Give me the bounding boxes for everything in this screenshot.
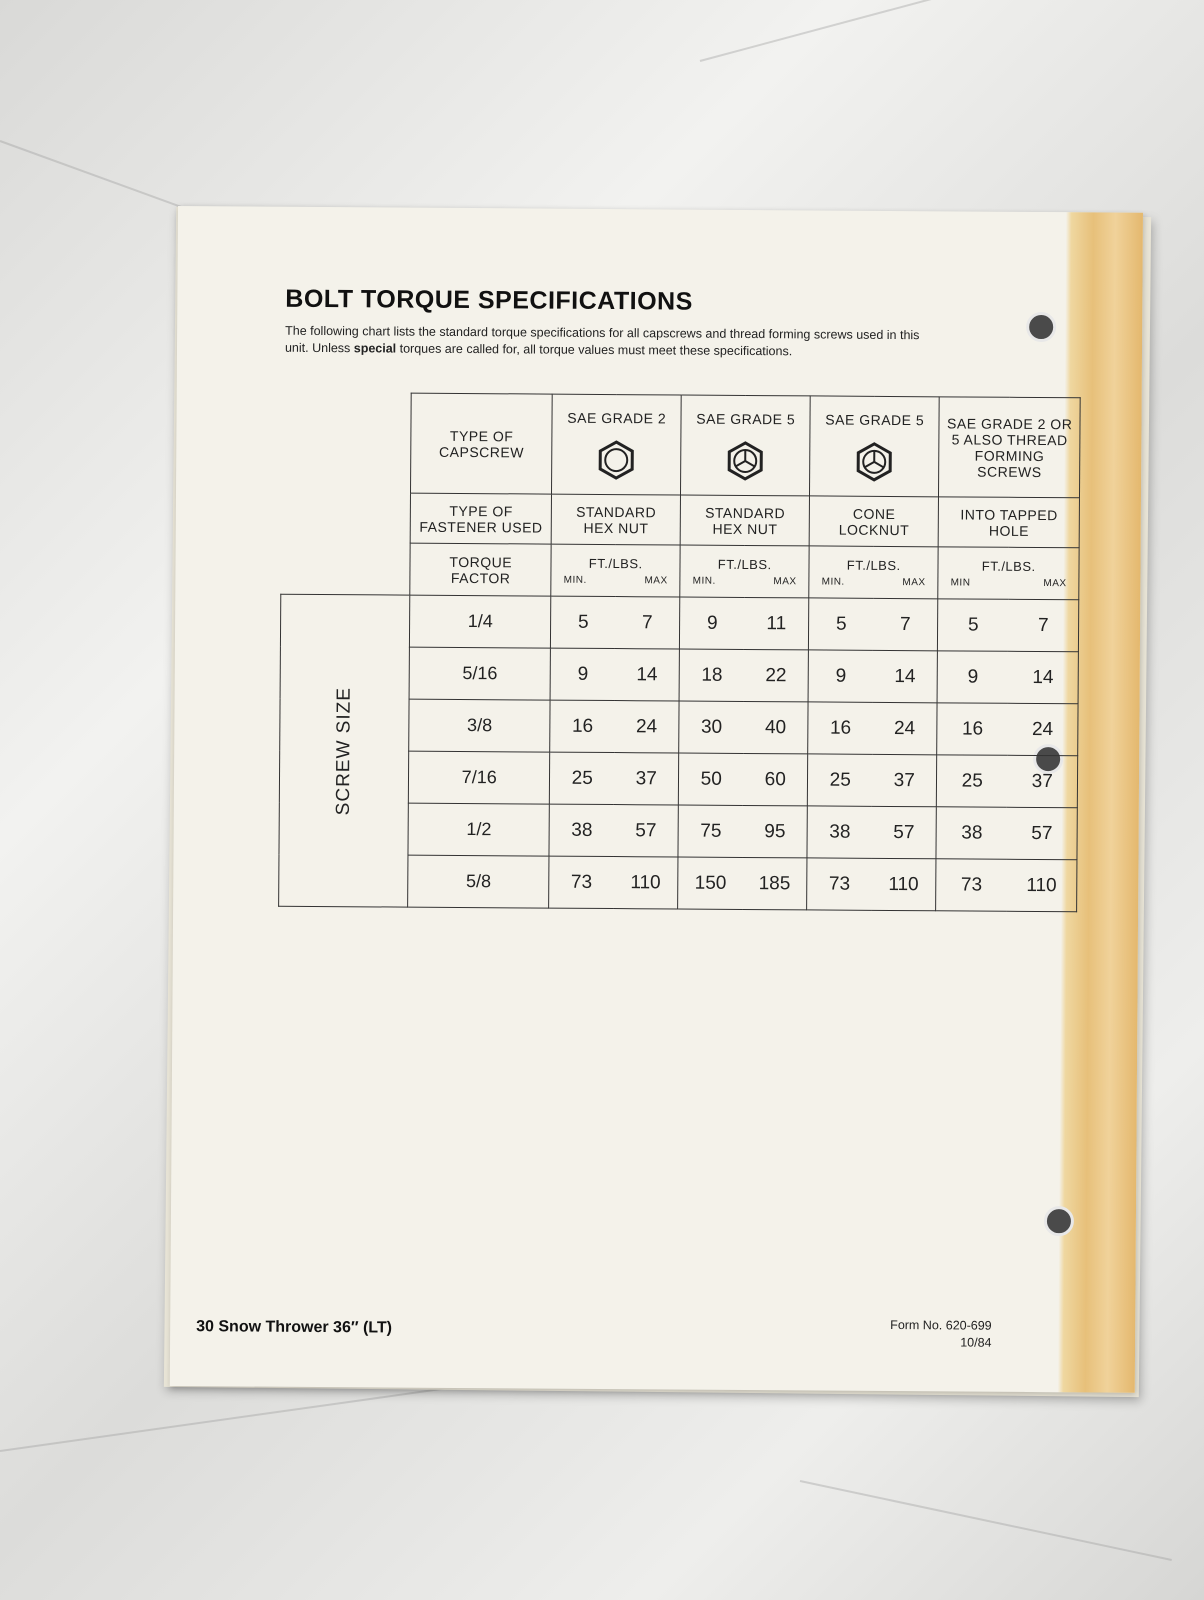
torque-max: 37 [872,754,937,806]
torque-min: 18 [679,649,744,701]
torque-min: 16 [808,702,873,754]
min-label: MIN. [692,575,716,587]
screw-size-label [279,594,410,907]
background-vein [0,1380,495,1452]
grade-cell [552,394,682,495]
torque-table [278,392,1081,913]
unit-label: FT./LBS. [717,556,772,572]
unit-cell [809,546,938,599]
grade-title: SAE GRADE 2 [567,409,667,426]
torque-min: 25 [937,755,1008,807]
screw-size-value: 7/16 [409,751,550,804]
grade-2-hex-icon [552,439,680,480]
punch-hole [1044,1206,1074,1236]
torque-min: 9 [680,597,745,649]
page-title: BOLT TORQUE SPECIFICATIONS [285,284,693,316]
torque-max: 7 [1008,599,1079,651]
form-date: 10/84 [960,1335,992,1350]
torque-min: 25 [550,752,615,804]
min-label: MIN. [821,576,845,588]
torque-max: 24 [1007,703,1078,755]
unit-label: FT./LBS. [846,557,901,573]
torque-min: 38 [936,807,1007,859]
min-label: MIN [950,576,971,589]
torque-max: 57 [872,806,937,858]
unit-label: FT./LBS. [981,558,1036,574]
torque-max: 37 [1007,755,1078,807]
torque-min: 73 [936,859,1007,911]
torque-max: 14 [1008,651,1079,703]
torque-max: 22 [744,649,809,701]
punch-hole [1026,312,1056,342]
torque-min: 30 [679,701,744,753]
torque-min: 5 [938,599,1009,651]
row-label-factor: TORQUE FACTOR [410,543,551,596]
torque-min: 16 [550,700,615,752]
screw-size-value: 3/8 [409,699,550,752]
torque-max: 40 [743,701,808,753]
torque-min: 73 [549,856,614,908]
torque-min: 9 [550,648,615,700]
torque-min: 5 [551,596,616,648]
form-number [890,1317,992,1352]
torque-min: 38 [549,804,614,856]
grade-5-hex-icon [810,441,938,482]
torque-max: 60 [743,753,808,805]
spacer-cell [282,392,412,493]
row-label-fastener: TYPE OF FASTENER USED [410,493,551,544]
unit-cell [938,547,1079,600]
torque-min: 5 [809,598,874,650]
torque-max: 14 [615,649,680,701]
spacer-cell [281,492,411,543]
grade-cell [681,395,811,496]
header-row-capscrew [282,392,1081,498]
torque-min: 150 [678,857,743,909]
fastener-type: STANDARD HEX NUT [680,495,809,546]
torque-min: 9 [808,650,873,702]
spacer-cell [281,542,411,595]
torque-min: 73 [807,858,872,910]
max-label: MAX [1043,577,1067,589]
torque-max: 7 [615,597,680,649]
table-row [280,594,1079,652]
grade-title: SAE GRADE 2 OR 5 ALSO THREAD FORMING SCREWS [939,397,1081,498]
intro-text: torques are called for, all torque values must meet these specifications. [396,341,793,359]
max-label: MAX [902,576,926,588]
background-vein [800,1480,1172,1561]
min-label: MIN. [563,574,587,586]
unit-cell [680,545,809,598]
torque-min: 9 [937,651,1008,703]
intro-emphasis: special [353,341,397,356]
intro-text: The following chart lists the standard torque specifications for all capscrews and thread forming screws used in this unit. Unless [284,323,920,356]
torque-max: 24 [614,701,679,753]
fastener-type: CONE LOCKNUT [809,496,938,547]
unit-cell [551,544,680,597]
torque-max: 185 [742,857,807,909]
torque-max: 110 [1006,859,1077,911]
grade-title: SAE GRADE 5 [696,410,796,427]
torque-max: 95 [743,805,808,857]
screw-size-value: 1/4 [410,595,551,648]
header-row-factor [281,542,1080,600]
grade-title: SAE GRADE 5 [825,411,925,428]
torque-max: 37 [614,753,679,805]
torque-min: 75 [678,805,743,857]
page-footer-title: 30 Snow Thrower 36″ (LT) [196,1318,393,1337]
torque-min: 38 [807,806,872,858]
torque-max: 110 [871,858,936,910]
unit-label: FT./LBS. [588,555,643,571]
torque-max: 7 [873,598,938,650]
torque-max: 110 [613,857,678,909]
form-number-text: Form No. 620-699 [890,1317,992,1333]
grade-cell [810,396,940,497]
torque-min: 25 [808,754,873,806]
torque-min: 50 [679,753,744,805]
screw-size-value: 5/8 [408,855,549,908]
screw-size-value: 1/2 [408,803,549,856]
fastener-type: STANDARD HEX NUT [551,494,680,545]
screw-size-value: 5/16 [409,647,550,700]
torque-max: 24 [872,702,937,754]
max-label: MAX [644,574,668,586]
header-row-fastener [281,492,1080,548]
torque-min: 16 [937,703,1008,755]
torque-max: 14 [873,650,938,702]
screw-size-text: SCREW SIZE [332,686,355,815]
fastener-type: INTO TAPPED HOLE [938,497,1079,548]
row-label-capscrew: TYPE OF CAPSCREW [411,393,553,494]
torque-max: 57 [614,805,679,857]
torque-max: 57 [1007,807,1078,859]
torque-max: 11 [744,597,809,649]
manual-page [170,206,1143,1393]
max-label: MAX [773,575,797,587]
background-vein [700,0,1087,62]
grade-5-hex-icon [681,440,809,481]
intro-paragraph [285,323,945,362]
